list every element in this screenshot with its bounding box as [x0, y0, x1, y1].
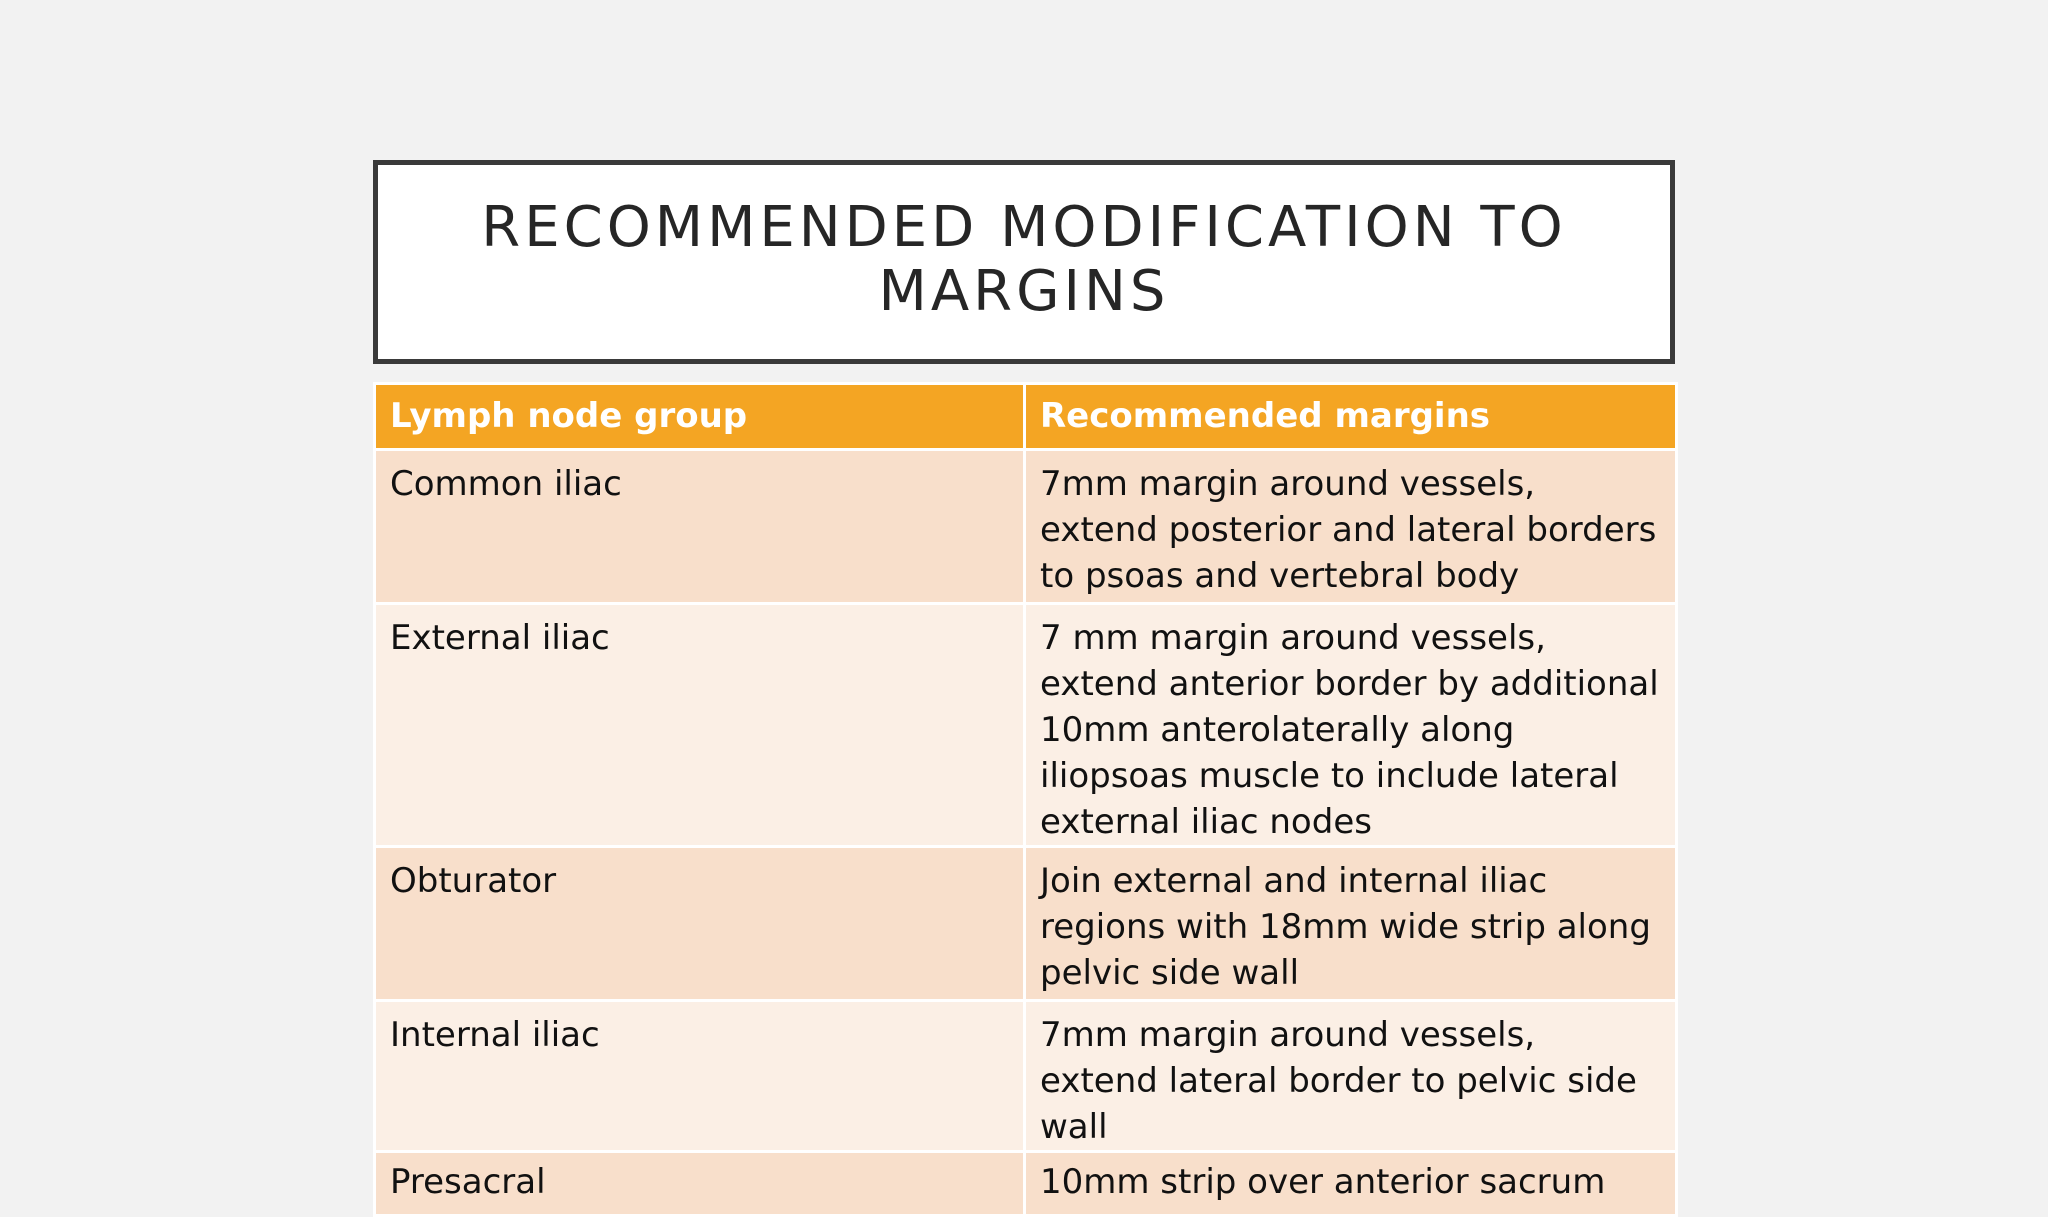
header-recommended-margins: Recommended margins: [1025, 384, 1677, 450]
slide-title: RECOMMENDED MODIFICATION TO MARGINS: [481, 195, 1567, 324]
table-row: [375, 450, 1677, 604]
cell-node-group: External iliac: [375, 604, 1025, 847]
table-row: [375, 604, 1677, 847]
cell-node-group: Obturator: [375, 847, 1025, 1001]
header-lymph-node-group: Lymph node group: [375, 384, 1025, 450]
margins-table: [373, 382, 1678, 1217]
table-row: [375, 847, 1677, 1001]
cell-margin: Join external and internal iliac regions with 18mm wide strip along pelvic side wall: [1025, 847, 1677, 1001]
cell-margin: 7 mm margin around vessels, extend anterior border by additional 10mm anterolaterally along iliopsoas muscle to include lateral external iliac nodes: [1025, 604, 1677, 847]
table-row: [375, 1152, 1677, 1216]
slide-title-box: [373, 160, 1675, 364]
cell-margin: 7mm margin around vessels, extend lateral border to pelvic side wall: [1025, 1001, 1677, 1152]
table-row: [375, 1001, 1677, 1152]
cell-margin: 7mm margin around vessels, extend posterior and lateral borders to psoas and vertebral body: [1025, 450, 1677, 604]
cell-margin: 10mm strip over anterior sacrum: [1025, 1152, 1677, 1216]
cell-node-group: Presacral: [375, 1152, 1025, 1216]
cell-node-group: Common iliac: [375, 450, 1025, 604]
table-header-row: [375, 384, 1677, 450]
cell-node-group: Internal iliac: [375, 1001, 1025, 1152]
